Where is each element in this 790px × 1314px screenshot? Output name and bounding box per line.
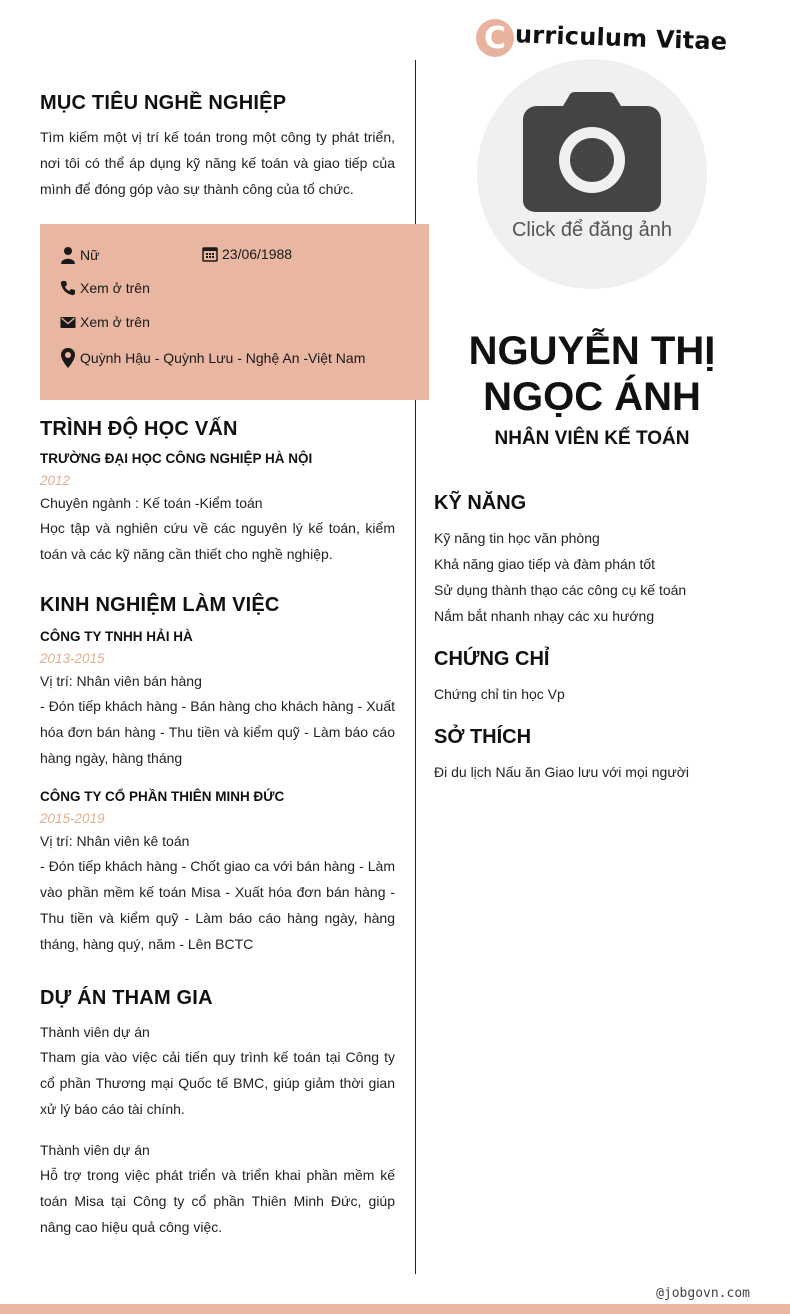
name-line-1: NGUYỄN THỊ	[468, 329, 716, 373]
footer-credit: @jobgovn.com	[656, 1286, 750, 1301]
job-position: Vị trí: Nhân viên kê toán	[40, 833, 190, 849]
phone-icon	[60, 280, 76, 296]
hobbies-section	[434, 726, 764, 785]
hobbies-title: SỞ THÍCH	[434, 726, 532, 748]
email-row	[60, 314, 150, 330]
job-position: Vị trí: Nhân viên bán hàng	[40, 673, 202, 689]
experience-section	[40, 594, 395, 957]
education-desc: Học tập và nghiên cứu về các nguyên lý kế toán, kiểm toán và các kỹ năng cần thiết cho nghề nghiệp.	[40, 520, 395, 562]
person-name	[440, 328, 744, 420]
education-title: TRÌNH ĐỘ HỌC VẤN	[40, 418, 238, 440]
email-value: Xem ở trên	[80, 314, 150, 330]
envelope-icon	[60, 315, 76, 329]
objective-section	[40, 92, 395, 202]
education-year: 2012	[40, 473, 71, 488]
job-title: NHÂN VIÊN KẾ TOÁN	[494, 428, 690, 449]
logo-text: urriculum Vitae	[514, 20, 728, 56]
skills-section	[434, 492, 764, 629]
footer-bar	[0, 1304, 790, 1314]
calendar-icon	[202, 246, 218, 262]
certificates-section	[434, 648, 764, 707]
skill-item: Kỹ năng tin học văn phòng	[434, 530, 600, 546]
birthday-row	[202, 246, 292, 262]
skill-item: Nắm bắt nhanh nhạy các xu hướng	[434, 608, 655, 624]
job-company: CÔNG TY CỔ PHẦN THIÊN MINH ĐỨC	[40, 789, 285, 804]
job-desc: - Đón tiếp khách hàng - Bán hàng cho khách hàng - Xuất hóa đơn bán hàng - Thu tiền và kiểm quỹ - Làm báo cáo hàng ngày, hàng tháng	[40, 698, 395, 766]
experience-title: KINH NGHIỆM LÀM VIỆC	[40, 594, 280, 616]
camera-icon	[523, 92, 661, 214]
objective-title: MỤC TIÊU NGHỀ NGHIỆP	[40, 92, 287, 114]
project-desc: Hỗ trợ trong việc phát triển và triển khai phần mềm kế toán Misa tại Công ty cổ phần Thiên Minh Đức, giúp nâng cao hiệu quả công việc.	[40, 1167, 395, 1235]
person-icon	[60, 246, 76, 264]
location-pin-icon	[60, 348, 76, 368]
certificate-item: Chứng chỉ tin học Vp	[434, 686, 565, 702]
skill-item: Khả năng giao tiếp và đàm phán tốt	[434, 556, 656, 572]
project-role: Thành viên dự án	[40, 1024, 150, 1040]
job-company: CÔNG TY TNHH HẢI HÀ	[40, 629, 193, 644]
project-desc: Tham gia vào việc cải tiến quy trình kế toán tại Công ty cổ phần Thương mại Quốc tế BMC, giúp giảm thời gian xử lý báo cáo tài chính.	[40, 1049, 395, 1117]
gender-value: Nữ	[80, 247, 100, 263]
address-row	[60, 348, 365, 368]
objective-text: Tìm kiếm một vị trí kế toán trong một công ty phát triển, nơi tôi có thể áp dụng kỹ năng kế toán và giao tiếp của mình để đóng góp vào sự thành công của tổ chức.	[40, 129, 395, 197]
projects-title: DỰ ÁN THAM GIA	[40, 987, 213, 1009]
job-desc: - Đón tiếp khách hàng - Chốt giao ca với bán hàng - Làm vào phần mềm kế toán Misa - Xuất hóa đơn bán hàng - Thu tiền và kiểm quỹ - Làm báo cáo hàng ngày, hàng tháng, hàng quý, năm - Lên BCTC	[40, 858, 395, 952]
job-period: 2013-2015	[40, 651, 105, 666]
projects-section	[40, 987, 395, 1240]
job-period: 2015-2019	[40, 811, 105, 826]
logo-letter: C	[476, 19, 514, 57]
address-value: Quỳnh Hậu - Quỳnh Lưu - Nghệ An -Việt Nam	[80, 350, 366, 366]
education-section	[40, 418, 395, 567]
hobbies-text: Đi du lịch Nấu ăn Giao lưu với mọi người	[434, 764, 689, 780]
photo-caption: Click để đăng ảnh	[511, 219, 673, 241]
cv-logo	[476, 18, 727, 58]
personal-info-box	[40, 224, 429, 400]
education-major: Chuyên ngành : Kế toán -Kiểm toán	[40, 495, 263, 511]
project-role: Thành viên dự án	[40, 1142, 150, 1158]
gender-row	[60, 246, 99, 264]
certificates-title: CHỨNG CHỈ	[434, 648, 550, 670]
name-line-2: NGỌC ÁNH	[483, 375, 701, 419]
skill-item: Sử dụng thành thạo các công cụ kế toán	[434, 582, 687, 598]
skills-title: KỸ NĂNG	[434, 492, 527, 514]
phone-row	[60, 280, 150, 296]
school-name: TRƯỜNG ĐẠI HỌC CÔNG NGHIỆP HÀ NỘI	[40, 451, 313, 466]
birthday-value: 23/06/1988	[222, 246, 293, 262]
photo-upload[interactable]	[477, 59, 707, 289]
phone-value: Xem ở trên	[80, 280, 150, 296]
